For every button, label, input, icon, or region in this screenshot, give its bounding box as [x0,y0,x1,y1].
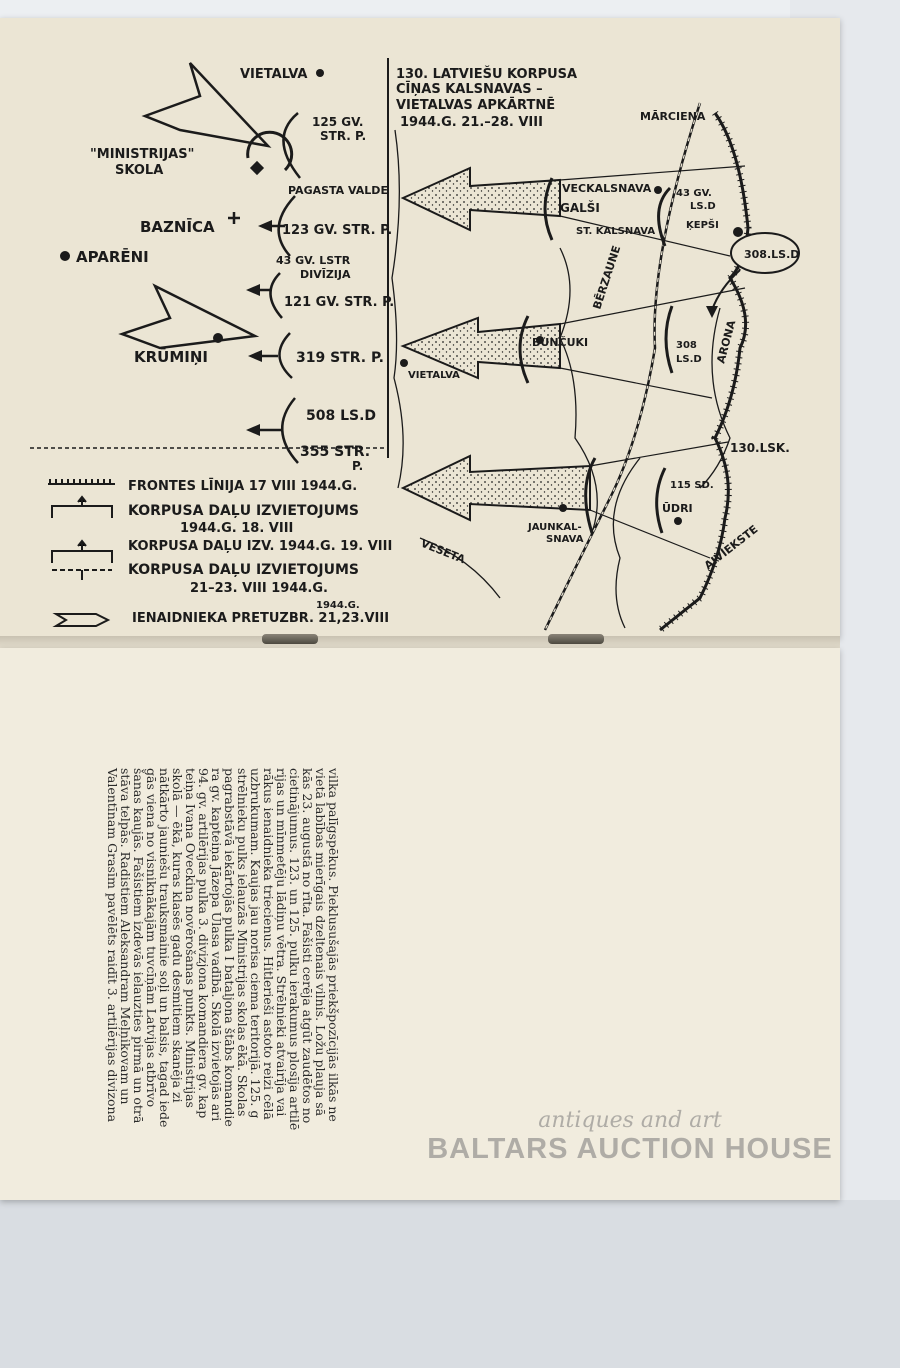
battle-map [0,18,840,638]
church-cross-icon [228,212,240,224]
vietalva-dot [316,69,324,77]
legend-item3: KORPUSA DAĻU IZV. 1944.G. 19. VIII [128,539,393,554]
label-veseta: VESETA [418,536,467,567]
text-line: 94. gv. artilērijas pulka 3. divizjona komandiera gv. kap [196,768,211,1119]
label-pagasta-valde: PAGASTA VALDE [288,184,388,197]
text-line: rākus ienaidnieka triecienus. Hitlerieši astoto reizi cēlā [261,768,276,1120]
udri-dot [674,517,682,525]
text-line: Valentīnam Grasīm pavēlēts raidīt 3. artilērijas divizona [105,768,120,1123]
legend-item2-line2: 1944.G. 18. VIII [180,521,294,536]
bracket-121 [270,273,282,318]
legend-item4-line1: KORPUSA DAĻU IZVIETOJUMS [128,562,359,578]
article-text [262,768,340,1368]
label-veckalsnava: VECKALSNAVA [562,182,652,195]
bracket-115 [657,468,665,533]
legend-item2-line1: KORPUSA DAĻU IZVIETOJUMS [128,503,359,519]
watermark [420,1108,840,1166]
label-43b: LS.D [690,201,716,212]
text-line: cietinājumus. 123. un 125. pulku ierakumus plosīja artilē [287,768,302,1131]
label-baznica: BAZNĪCA [140,218,215,236]
label-308b: 308 [676,340,697,351]
label-jaunkalsnava-2: SNAVA [546,534,584,545]
legend [48,479,392,626]
skola-building-icon [250,161,264,175]
vietalva-right-dot [400,359,408,367]
legend-deploy-18-symbol [52,506,112,518]
label-115: 115 SD. [670,480,714,491]
map-title-4: 1944.G. 21.–28. VIII [400,115,543,130]
watermark-tagline: antiques and art [538,1108,722,1133]
label-berzaune: BĒRZAUNE [590,243,624,311]
label-43a: 43 GV. LSTR [276,254,351,267]
label-aiviekste: AIVIEKSTE [701,522,761,573]
staple-right [548,634,604,644]
bracket-308 [666,306,672,373]
enemy-arrow-krumini [122,286,255,348]
veckalsnava-dot [654,186,662,194]
attack-arrow-308 [246,424,260,436]
label-apareni: APARĒNI [76,248,149,266]
bracket-319 [279,333,292,378]
label-vietalva-right: VIETALVA [408,370,460,381]
watermark-name: BALTARS AUCTION HOUSE [427,1133,833,1165]
label-308lsd: 308.LS.D [744,248,800,261]
legend-deploy-19-symbol [52,551,112,563]
label-121: 121 GV. STR. P. [284,295,395,310]
staple-left [262,634,318,644]
label-jaunkalsnava-1: JAUNKAL- [528,522,582,533]
kalsnava-dot [733,227,743,237]
text-line: šanas kaujās. Fašistiem izdevās ielauzties pirmā un otrā [131,768,146,1124]
text-line: uzbrukumam. Kaujas jau norisa ciema teritorijā. 125. g [248,768,263,1119]
legend-item5: IENAIDNIEKA PRETUZBR. 21,23.VIII [132,611,390,626]
text-line: gās viena no visniknākajām tuvcīņām Latvijas atbrīvo [144,768,159,1108]
attack-arrow-north [403,168,560,230]
label-43b: DIVĪZIJA [300,268,351,281]
label-krumini: KRŪMIŅI [134,348,208,366]
apareni-dot [60,251,70,261]
article-text-cont [184,768,262,1368]
label-130lsk: 130.LSK. [730,441,790,455]
label-308: 508 LS.D [306,408,377,424]
text-line: vietā labības mierīgais dzeltenais vilnis. Ložu plauja sā [313,768,328,1117]
text-line: vilka palīgspēkus. Pieklusušajās priekšpozīcijās ilkās ne [326,768,341,1122]
text-line: rijas un mīnmetēju lādiņu vētra. Strēlnieki atvairīja vai [274,768,289,1117]
legend-frontline-label: FRONTES LĪNIJA 17 VIII 1944.G. [128,479,358,494]
attack-arrow-319 [248,350,262,362]
jaunkalsnava-dot [559,504,567,512]
label-ministrijas: "MINISTRIJAS" [90,147,195,162]
text-line: stāva telpās. Radistiem Aleksandram Meļņikovam un [118,768,133,1105]
map-title-2: CĪŅAS KALSNAVAS – [396,82,543,97]
left-schematic [60,63,394,473]
label-125a: 125 GV. [312,115,364,129]
label-123: 123 GV. STR. P. [282,223,393,238]
booklet-top-page [0,18,840,638]
attack-arrow-121 [246,284,260,296]
text-line: pagrabstāvā iekārtojās pulka I bataljona štābs komandie [222,768,237,1127]
text-line: skolā — ēkā, kuras klasēs gadu desmitiem skanēja zi [170,768,185,1103]
attack-arrow-123 [258,220,272,232]
map-title-3: VIETALVAS APKĀRTNĒ [396,98,556,113]
label-355a: 355 STR. [300,444,371,460]
legend-enemy-arrow-symbol [56,614,108,626]
label-st-kalsnava: ST. KALSNAVA [576,226,656,237]
legend-item4-line2: 21–23. VIII 1944.G. [190,581,328,596]
article-text-end [106,768,184,1368]
label-43: 43 GV. [676,188,712,199]
label-udri: ŪDRI [662,502,693,515]
label-125b: STR. P. [320,129,367,143]
text-line: nātkārto jauniešu trauksmainie soļi un balsis, tagad iede [157,768,172,1128]
text-line: kās 23. augustā no rīta. Fašisti cerēja atgūt zaudētos no [300,768,315,1124]
krumini-dot [213,333,223,343]
text-line: strēlnieku pulks ielauzās Ministrijas skolas ēkā. Skolas [235,768,250,1117]
label-arona: ARONA [714,318,739,365]
label-marciena: MĀRCIENA [640,110,706,123]
text-line: ra gv. kapteiņa Jāzepa Ulasa vadībā. Skolā izvietojās ari [209,768,224,1122]
map-title-1: 130. LATVIEŠU KORPUSA [396,67,578,82]
right-map [392,66,799,630]
label-vietalva-left: VIETALVA [240,67,308,82]
label-319: 319 STR. P. [296,350,384,366]
label-galsi: GALŠI [560,201,600,215]
label-kepsi: ĶEPŠI [686,220,719,231]
label-buncuki: BUNČUKI [532,336,589,349]
label-skola: SKOLA [115,163,164,178]
label-355b: P. [352,459,364,473]
legend-item5-year: 1944.G. [316,600,360,611]
label-308c: LS.D [676,354,702,365]
bracket-308-355 [282,398,298,463]
text-line: teiņa Ivana Oveckina novērošanas punkts. Ministrijas [183,768,198,1108]
